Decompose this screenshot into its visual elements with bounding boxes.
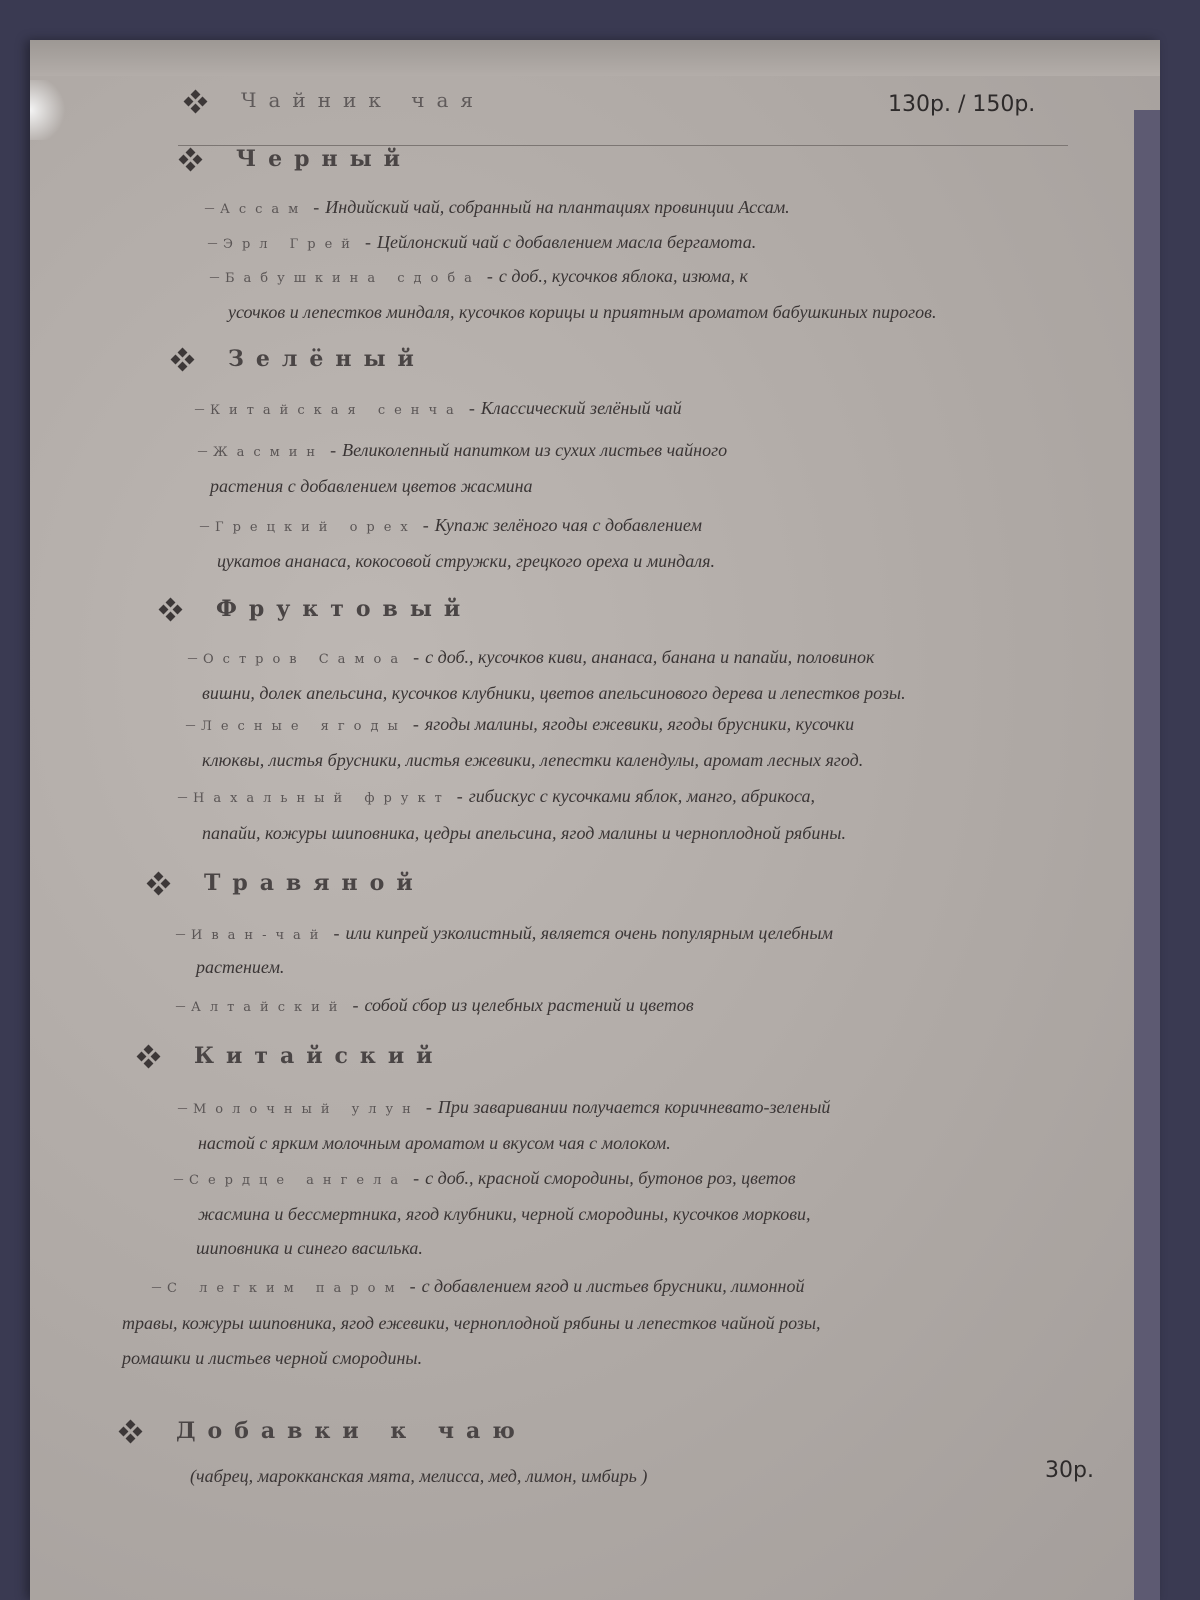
item-description: с доб., кусочков яблока, изюма, к: [498, 266, 748, 286]
item-description-cont: клюквы, листья брусники, листья ежевики, лепестки календулы, аромат лесных ягод.: [202, 750, 864, 770]
menu-item: – С легким паром - с добавлением ягод и листьев брусники, лимонной: [152, 1276, 805, 1296]
item-description: Классический зелёный чай: [480, 398, 682, 418]
item-description: или кипрей узколистный, является очень популярным целебным: [345, 923, 834, 943]
item-name: Эрл Грей: [223, 237, 359, 252]
menu-item: – Алтайский - собой сбор из целебных растений и цветов: [176, 995, 694, 1015]
item-name: Лесные ягоды: [201, 719, 407, 734]
item-name: Грецкий орех: [215, 520, 417, 535]
menu-title: Чайник чая: [241, 88, 485, 112]
light-glare: [30, 80, 70, 140]
item-description: гибискус с кусочками яблок, манго, абрикоса,: [468, 786, 815, 806]
additions-description: (чабрец, марокканская мята, мелисса, мед, лимон, имбирь ): [190, 1466, 648, 1486]
item-description-cont: вишни, долек апельсина, кусочков клубники, цветов апельсинового дерева и лепестков розы.: [202, 683, 906, 703]
menu-item: – Лесные ягоды - ягоды малины, ягоды ежевики, ягоды брусники, кусочки: [186, 714, 855, 734]
item-description: с доб., красной смородины, бутонов роз, цветов: [425, 1168, 796, 1188]
item-name: Бабушкина сдоба: [225, 271, 481, 286]
page-top-shadow: [30, 40, 1160, 76]
section-heading-additions: [120, 1418, 527, 1444]
section-title: Черный: [236, 146, 412, 172]
section-heading-black: [180, 146, 412, 172]
menu-item: – Нахальный фрукт - гибискус с кусочками яблок, манго, абрикоса,: [178, 786, 815, 806]
item-description-cont: ромашки и листьев черной смородины.: [122, 1348, 423, 1368]
section-title: Добавки к чаю: [176, 1418, 527, 1444]
item-description: с добавлением ягод и листьев брусники, лимонной: [421, 1276, 805, 1296]
section-heading-chinese: [138, 1043, 444, 1069]
item-description-cont: шиповника и синего василька.: [196, 1238, 423, 1258]
menu-item: – Жасмин - Великолепный напитком из сухих листьев чайного: [198, 440, 728, 460]
ornament-icon: [185, 91, 207, 113]
section-heading-herbal: [148, 870, 425, 896]
menu-cover-edge: [1134, 110, 1160, 1600]
item-description: При заваривании получается коричневато-зеленый: [437, 1097, 831, 1117]
ornament-icon: [172, 349, 194, 371]
item-description: Индийский чай, собранный на плантациях провинции Ассам.: [325, 197, 790, 217]
item-name: Нахальный фрукт: [193, 791, 451, 806]
item-name: Молочный улун: [193, 1102, 420, 1117]
ornament-icon: [148, 873, 170, 895]
ornament-icon: [180, 149, 202, 171]
item-description-cont: растения с добавлением цветов жасмина: [210, 476, 533, 496]
menu-header: [185, 88, 485, 113]
section-title: Травяной: [204, 870, 425, 896]
item-name: Ассам: [220, 202, 308, 217]
item-name: Жасмин: [213, 445, 325, 460]
menu-item: – Иван-чай - или кипрей узколистный, является очень популярным целебным: [176, 923, 834, 943]
item-description-cont: настой с ярким молочным ароматом и вкусом чая с молоком.: [198, 1133, 671, 1153]
ornament-icon: [120, 1421, 142, 1443]
section-heading-fruit: [160, 596, 472, 622]
item-description-cont: растением.: [196, 957, 285, 977]
item-description-cont: травы, кожуры шиповника, ягод ежевики, черноплодной рябины и лепестков чайной розы,: [122, 1313, 821, 1333]
menu-item: – Молочный улун - При заваривании получается коричневато-зеленый: [178, 1097, 831, 1117]
item-description: Купаж зелёного чая с добавлением: [434, 515, 702, 535]
item-description: с доб., кусочков киви, ананаса, банана и папайи, половинок: [425, 647, 875, 667]
item-name: Остров Самоа: [203, 652, 408, 667]
item-name: Алтайский: [191, 1000, 347, 1015]
item-description-cont: цукатов ананаса, кокосовой стружки, грецкого ореха и миндаля.: [217, 551, 715, 571]
item-name: С легким паром: [167, 1281, 404, 1296]
item-description-cont: папайи, кожуры шиповника, цедры апельсина, ягод малины и черноплодной рябины.: [202, 823, 846, 843]
ornament-icon: [160, 599, 182, 621]
menu-item: – Ассам - Индийский чай, собранный на плантациях провинции Ассам.: [205, 197, 790, 217]
section-title: Зелёный: [228, 346, 426, 372]
menu-item: – Сердце ангела - с доб., красной смородины, бутонов роз, цветов: [174, 1168, 796, 1188]
menu-item: – Бабушкина сдоба - с доб., кусочков яблока, изюма, к: [210, 266, 748, 286]
teapot-price: 130р. / 150р.: [888, 92, 1036, 117]
menu-item: – Грецкий орех - Купаж зелёного чая с добавлением: [200, 515, 702, 535]
additions-price: 30р.: [1045, 1458, 1094, 1483]
item-description: Цейлонский чай с добавлением масла бергамота.: [376, 232, 757, 252]
menu-item: – Китайская сенча - Классический зелёный чай: [195, 398, 682, 418]
section-title: Китайский: [194, 1043, 445, 1069]
menu-item: – Остров Самоа - с доб., кусочков киви, ананаса, банана и папайи, половинок: [188, 647, 875, 667]
menu-item: – Эрл Грей - Цейлонский чай с добавлением масла бергамота.: [208, 232, 757, 252]
item-description: ягоды малины, ягоды ежевики, ягоды брусники, кусочки: [424, 714, 855, 734]
section-heading-green: [172, 346, 426, 372]
item-description: собой сбор из целебных растений и цветов: [364, 995, 694, 1015]
item-description-cont: жасмина и бессмертника, ягод клубники, черной смородины, кусочков моркови,: [198, 1204, 811, 1224]
item-name: Иван-чай: [191, 928, 328, 943]
item-name: Китайская сенча: [210, 403, 463, 418]
item-description-cont: усочков и лепестков миндаля, кусочков корицы и приятным ароматом бабушкиных пирогов.: [228, 302, 937, 322]
item-description: Великолепный напитком из сухих листьев чайного: [342, 440, 728, 460]
item-name: Сердце ангела: [189, 1173, 408, 1188]
ornament-icon: [138, 1046, 160, 1068]
section-title: Фруктовый: [216, 596, 473, 622]
